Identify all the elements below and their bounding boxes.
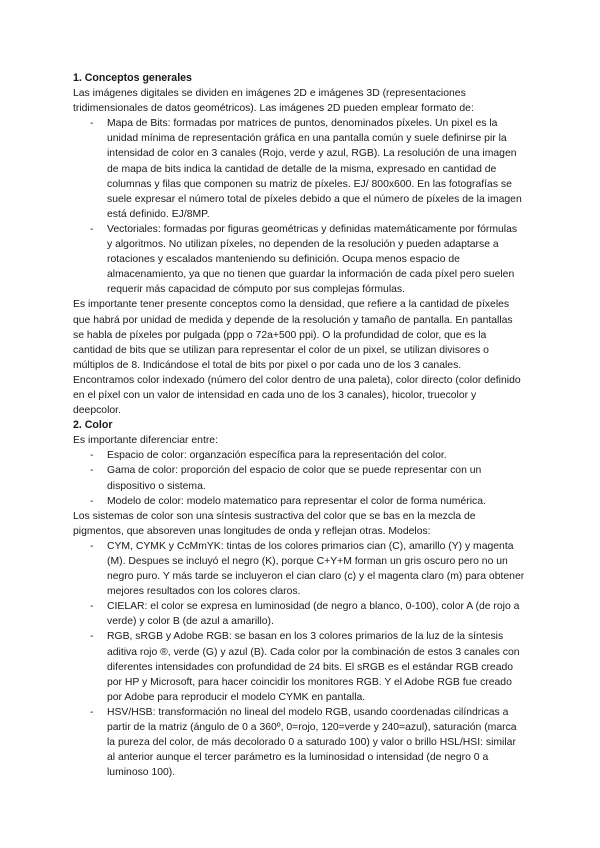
list-item xyxy=(73,222,525,297)
list-item-text: Espacio de color: organzación específica para la representación del color. xyxy=(107,450,447,462)
section-1-heading: 1. Conceptos generales xyxy=(73,72,192,84)
list-item xyxy=(73,116,525,222)
list-item-text: RGB, sRGB y Adobe RGB: se basan en los 3 colores primarios de la luz de la síntesis aditiva rojo ®, verde (G) y azul (B). Cada color por la combinación de estos 3 canales con diferentes intensidades con profundidad de 24 bits. El sRGB es el estándar RGB creado por HP y Microsoft, para hacer coincidir los monitores RGB. Y el Adobe RGB fue creado por Adobe para reproducir el modelo CYMK en pantalla. xyxy=(107,631,520,703)
list-item-text: CIELAR: el color se expresa en luminosidad (de negro a blanco, 0-100), color A (de rojo a verde) y color B (de azul a amarillo). xyxy=(107,601,520,628)
list-item-text: Gama de color: proporción del espacio de color que se puede representar con un dispositivo o sistema. xyxy=(107,465,482,492)
bullet-dash: - xyxy=(90,631,94,643)
list-item xyxy=(73,463,525,493)
section-2-list xyxy=(73,448,525,508)
list-item xyxy=(73,629,525,704)
color-models-list xyxy=(73,539,525,781)
section-1-intro: Las imágenes digitales se dividen en imágenes 2D e imágenes 3D (representaciones tridimensionales de datos geométricos). Las imágenes 2D pueden emplear formato de: xyxy=(73,88,474,115)
bullet-dash: - xyxy=(90,495,94,507)
list-item xyxy=(73,539,525,599)
list-item xyxy=(73,448,525,463)
list-item xyxy=(73,599,525,629)
section-1-list xyxy=(73,116,525,297)
list-item xyxy=(73,705,525,780)
bullet-dash: - xyxy=(90,706,94,718)
section-1-closing: Es importante tener presente conceptos como la densidad, que refiere a la cantidad de píxeles que habrá por unidad de medida y depende de la resolución y tamaño de pantalla. En pantallas se habla de píxeles por pulgada (ppp o 72a+500 ppi). O la profundidad de color, que es la cantidad de bits que se utilizan para representar el color de un pixel, se utilizan divisores o múltiplos de 8. Indicándose el total de bits por pixel o por cada uno de los 3 canales. Encontramos color indexado (número del color dentro de una paleta), color directo (color definido en el píxel con un valor de intensidad en cada uno de los 3 canales), hicolor, truecolor y deepcolor. xyxy=(73,299,521,417)
list-item-text: Mapa de Bits: formadas por matrices de puntos, denominados píxeles. Un pixel es la unidad mínima de representación gráfica en una pantalla común y suele definirse pir la intensidad de color en 3 canales (Rojo, verde y azul, RGB). La resolución de una imagen de mapa de bits indica la cantidad de detalle de la misma, expresado en cantidad de columnas y filas que componen su matriz de píxeles. EJ/ 800x600. En las fotografías se suele expresar el número total de píxeles debido a que el número de píxeles de la imagen está definido. EJ/8MP. xyxy=(107,118,522,220)
bullet-dash: - xyxy=(90,601,94,613)
list-item-text: HSV/HSB: transformación no lineal del modelo RGB, usando coordenadas cilíndricas a partir de la matriz (ángulo de 0 a 360º, 0=rojo, 120=verde y 240=azul), saturación (marca la pureza del color, de más decolorado 0 a saturado 100) y valor o brillo HSL/HSI: similar al anterior aunque el tercer parámetro es la luminosidad o intensidad (de negro 0 a luminoso 100). xyxy=(107,706,517,779)
section-2-models-intro: Los sistemas de color son una síntesis sustractiva del color que se bas en la mezcla de pigmentos, que absoreven unas longitudes de onda y reflejan otras. Modelos: xyxy=(73,510,476,537)
bullet-dash: - xyxy=(90,223,94,235)
bullet-dash: - xyxy=(90,465,94,477)
section-2-heading: 2. Color xyxy=(73,419,113,432)
list-item-text: Modelo de color: modelo matematico para representar el color de forma numérica. xyxy=(107,495,486,507)
bullet-dash: - xyxy=(90,118,94,130)
list-item-text: Vectoriales: formadas por figuras geométricas y definidas matemáticamente por fórmulas y algoritmos. No utilizan píxeles, no dependen de la resolución y pueden adaptarse a rotaciones y escalados manteniendo su definición. Ocupa menos espacio de almacenamiento, ya que no tienen que guardar la información de cada píxel pero suelen requerir más capacidad de cómputo por sus complejas fórmulas. xyxy=(107,223,518,296)
bullet-dash: - xyxy=(90,540,94,552)
list-item xyxy=(73,494,525,509)
document-page xyxy=(73,71,525,780)
bullet-dash: - xyxy=(90,450,94,462)
section-2-intro: Es importante diferenciar entre: xyxy=(73,435,218,447)
list-item-text: CYM, CYMK y CcMmYK: tintas de los colores primarios cian (C), amarillo (Y) y magenta (M). Despues se incluyó el negro (K), porque C+Y+M forman un gris oscuro pero no un negro puro. Y más tarde se incluyeron el cian claro (c) y el magenta claro (m) para obtener mejores resultados con los colores claros. xyxy=(107,540,525,598)
